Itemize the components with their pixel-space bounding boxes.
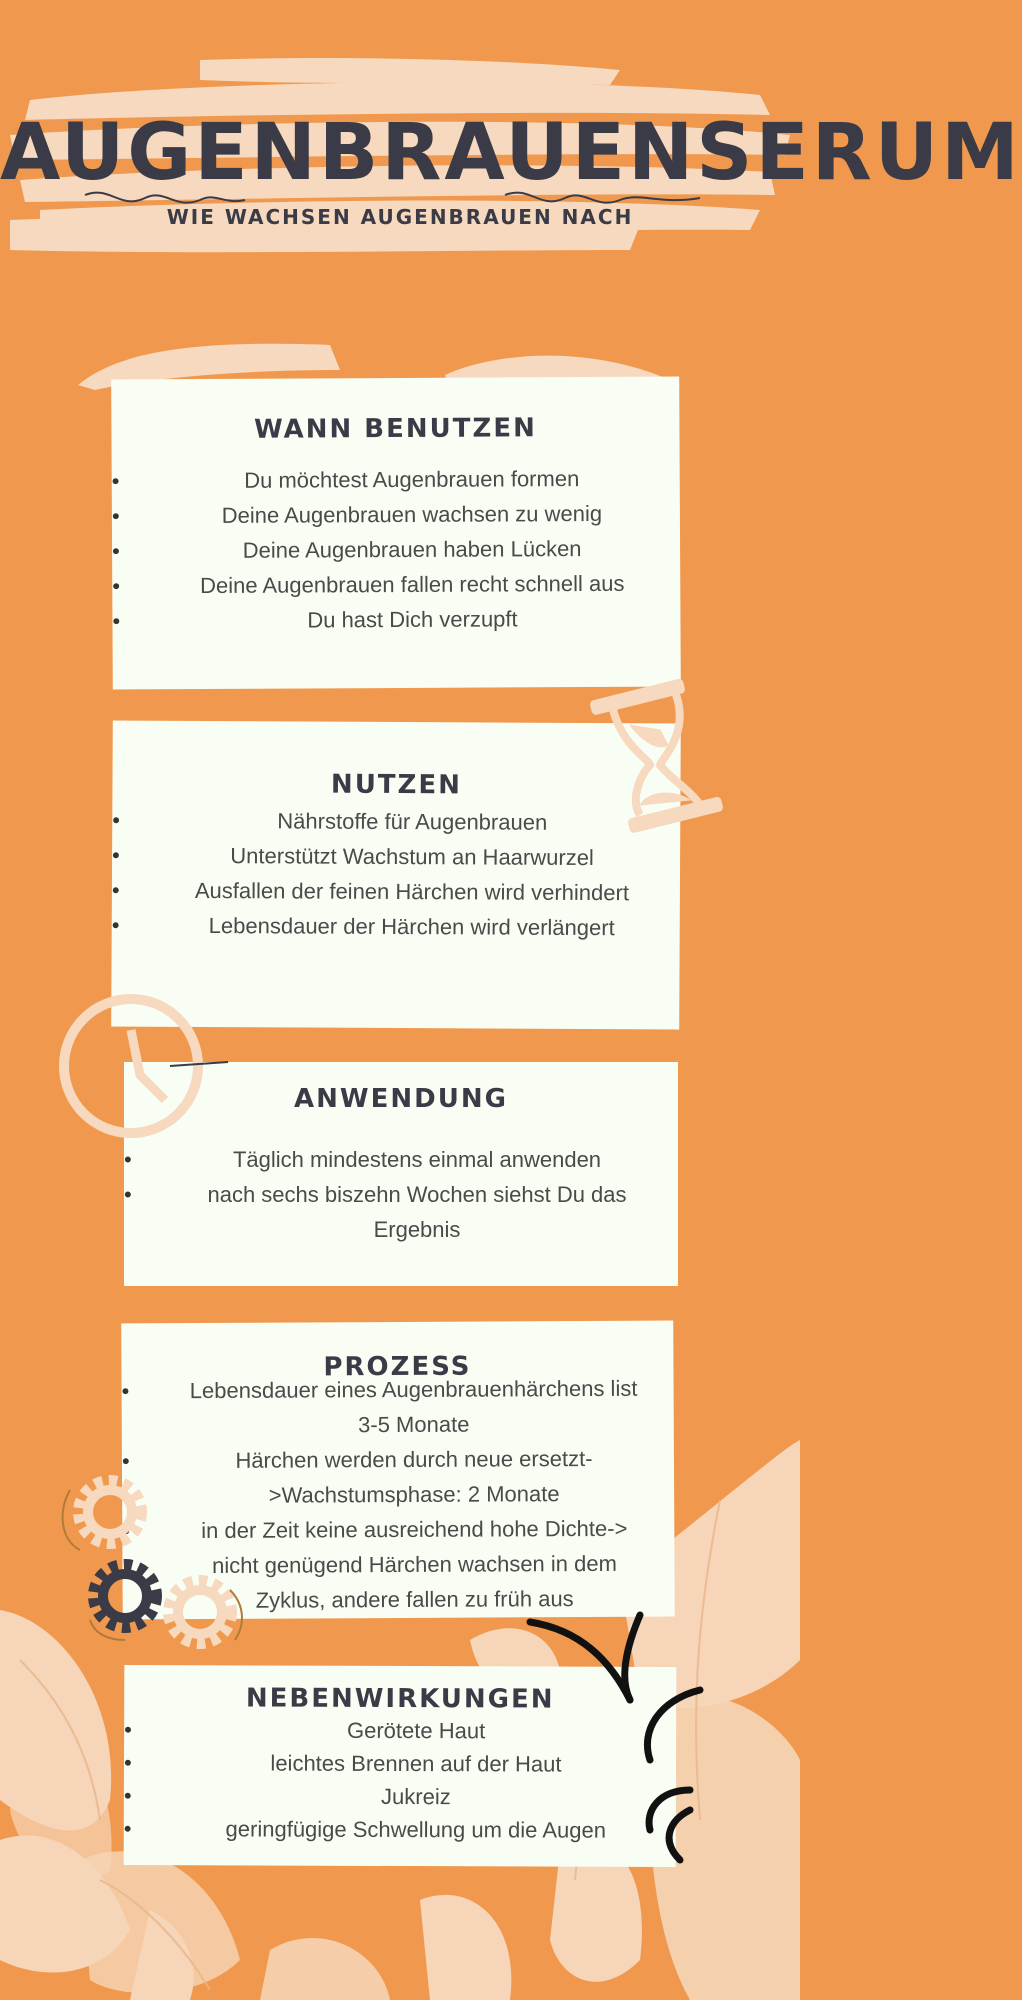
title-banner [0, 60, 1022, 270]
bullet-list [124, 1713, 676, 1847]
card-wann-benutzen [111, 377, 681, 690]
card-anwendung [124, 1062, 678, 1286]
list-item: • Jukreiz [124, 1779, 676, 1814]
list-item: • leichtes Brennen auf der Haut [124, 1746, 676, 1781]
page-title: AUGENBRAUENSERUM [0, 108, 1022, 198]
section-heading: WANN BENUTZEN [253, 413, 537, 445]
list-item: • Lebensdauer der Härchen wird verlängert [112, 908, 680, 946]
card-nutzen [111, 721, 681, 1030]
list-item: • Deine Augenbrauen wachsen zu wenig [112, 496, 680, 534]
card-nebenwirkungen [124, 1665, 677, 1867]
list-item: • Gerötete Haut [124, 1713, 676, 1748]
bullet-list [121, 1371, 674, 1619]
list-item: • geringfügige Schwellung um die Augen [124, 1812, 676, 1847]
list-item: • Du hast Dich verzupft [112, 601, 680, 639]
list-item: • Deine Augenbrauen fallen recht schnell aus [112, 566, 680, 604]
section-heading: NUTZEN [330, 769, 463, 801]
list-item: • Ausfallen der feinen Härchen wird verhindert [112, 873, 680, 911]
section-heading: NEBENWIRKUNGEN [245, 1683, 555, 1715]
list-item: • Härchen werden durch neue ersetzt->Wachstumsphase: 2 Monate [122, 1441, 674, 1514]
list-item: • nach sechs biszehn Wochen siehst Du das Ergebnis [124, 1177, 678, 1247]
list-item: • Nährstoffe für Augenbrauen [112, 803, 680, 841]
bullet-list [124, 1142, 678, 1247]
list-item: • Du möchtest Augenbrauen formen [112, 461, 680, 499]
bullet-list [112, 803, 681, 946]
list-item: • Unterstützt Wachstum an Haarwurzel [112, 838, 680, 876]
list-item: • Täglich mindestens einmal anwenden [124, 1142, 678, 1177]
bullet-list [112, 461, 681, 639]
list-item: • in der Zeit keine ausreichend hohe Dichte-> nicht genügend Härchen wachsen in dem Zyklus, andere fallen zu früh aus [122, 1511, 675, 1619]
section-heading: ANWENDUNG [294, 1084, 508, 1114]
card-prozess [121, 1321, 675, 1620]
page-subtitle: WIE WACHSEN AUGENBRAUEN NACH [166, 205, 634, 229]
list-item: • Lebensdauer eines Augenbrauenhärchens list 3-5 Monate [121, 1371, 673, 1444]
list-item: • Deine Augenbrauen haben Lücken [112, 531, 680, 569]
section-heading: PROZESS [323, 1351, 472, 1383]
